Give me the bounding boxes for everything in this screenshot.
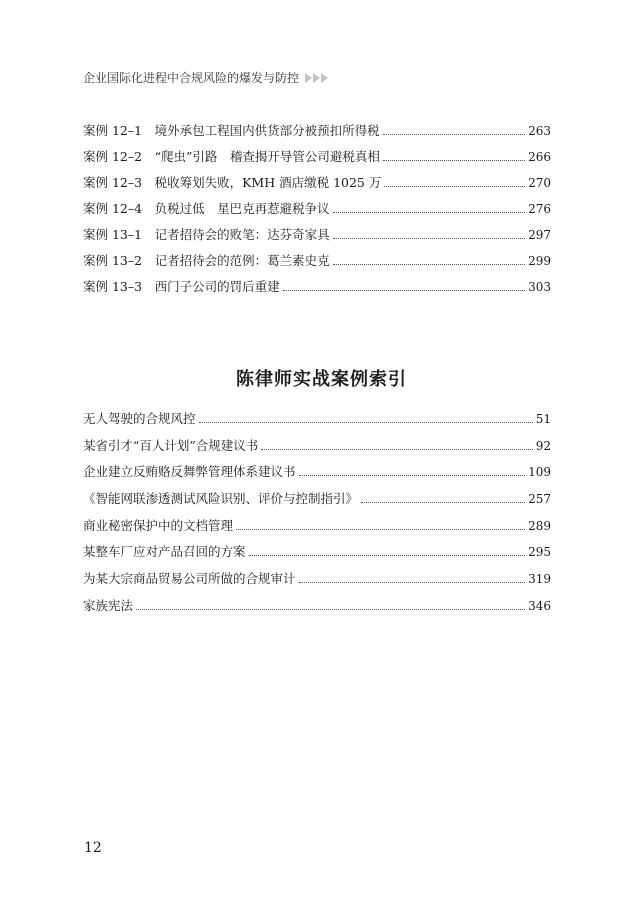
dot-leader [283,283,526,291]
toc-entry-page: 266 [528,150,551,164]
toc-entry-page: 92 [535,438,551,453]
dot-leader [249,549,526,557]
toc-entry-label: 《智能网联渗透测试风险识别、评价与控制指引》 [83,491,359,507]
toc-entry-label: 企业建立反贿赂反舞弊管理体系建议书 [83,464,296,480]
toc-entry[interactable] [83,199,551,225]
section-title: 陈律师实战案例索引 [236,369,407,390]
dot-leader [384,179,525,187]
toc-entry[interactable] [83,409,551,436]
dot-leader [383,153,525,161]
dot-leader [333,257,526,265]
dot-leader [333,205,526,213]
toc-entry-page: 257 [528,492,551,507]
dot-leader [383,127,526,135]
toc-entry[interactable] [83,173,551,199]
triangle-arrows-icon [305,73,328,83]
toc-entry-page: 299 [528,254,551,268]
toc-entry[interactable] [83,516,551,543]
toc-entry[interactable] [83,225,551,251]
dot-leader [236,522,525,530]
toc-entry-page: 270 [528,176,551,190]
toc-entry-label: 商业秘密保护中的文档管理 [83,517,234,533]
toc-entry[interactable] [83,489,551,516]
toc-entry-page: 303 [528,280,551,294]
toc-entry[interactable] [83,147,551,173]
lawyer-case-index [83,409,551,623]
toc-entry-page: 276 [528,202,551,216]
toc-entry-label: 案例 12–2 “爬虫”引路 稽查揭开导管公司避税真相 [83,149,380,164]
toc-entry-label: 案例 12–4 负税过低 星巴克再惹避税争议 [83,201,330,216]
toc-entry-label: 某整车厂应对产品召回的方案 [83,544,246,560]
toc-entry[interactable] [83,542,551,569]
dot-leader [299,469,526,477]
toc-entry-label: 案例 12–1 境外承包工程国内供货部分被预扣所得税 [83,123,380,138]
toc-entry[interactable] [83,251,551,277]
toc-entry-page: 319 [528,572,551,587]
toc-entry-label: 某省引才“百人计划”合规建议书 [83,437,259,453]
running-header [83,69,328,86]
toc-entry[interactable] [83,569,551,596]
toc-entry-label: 案例 13–1 记者招待会的败笔：达芬奇家具 [83,227,330,242]
toc-entry[interactable] [83,596,551,623]
toc-entry-page: 297 [528,228,551,242]
toc-entry[interactable] [83,436,551,463]
toc-entry[interactable] [83,462,551,489]
toc-entry-label: 案例 13–2 记者招待会的范例：葛兰素史克 [83,253,330,268]
case-list [83,121,551,303]
toc-entry-label: 家族宪法 [83,597,134,613]
dot-leader [361,495,525,503]
dot-leader [299,575,526,583]
toc-entry-page: 263 [528,124,551,138]
toc-entry[interactable] [83,277,551,303]
toc-entry-page: 109 [528,465,551,480]
toc-entry-label: 无人驾驶的合规风控 [83,411,196,426]
toc-entry-label: 为某大宗商品贸易公司所做的合规审计 [83,571,296,587]
toc-entry-label: 案例 13–3 西门子公司的罚后重建 [83,279,280,294]
toc-entry[interactable] [83,121,551,147]
toc-entry-page: 295 [528,545,551,560]
toc-entry-page: 51 [535,412,551,426]
toc-entry-label: 案例 12–3 税收筹划失败，KMH 酒店缴税 1025 万 [83,175,382,190]
dot-leader [261,442,532,450]
dot-leader [199,415,533,423]
toc-entry-page: 346 [528,598,551,613]
dot-leader [333,231,526,239]
running-title: 企业国际化进程中合规风险的爆发与防控 [83,71,300,85]
toc-entry-page: 289 [528,518,551,533]
dot-leader [136,602,525,610]
page-number: 12 [84,840,102,856]
